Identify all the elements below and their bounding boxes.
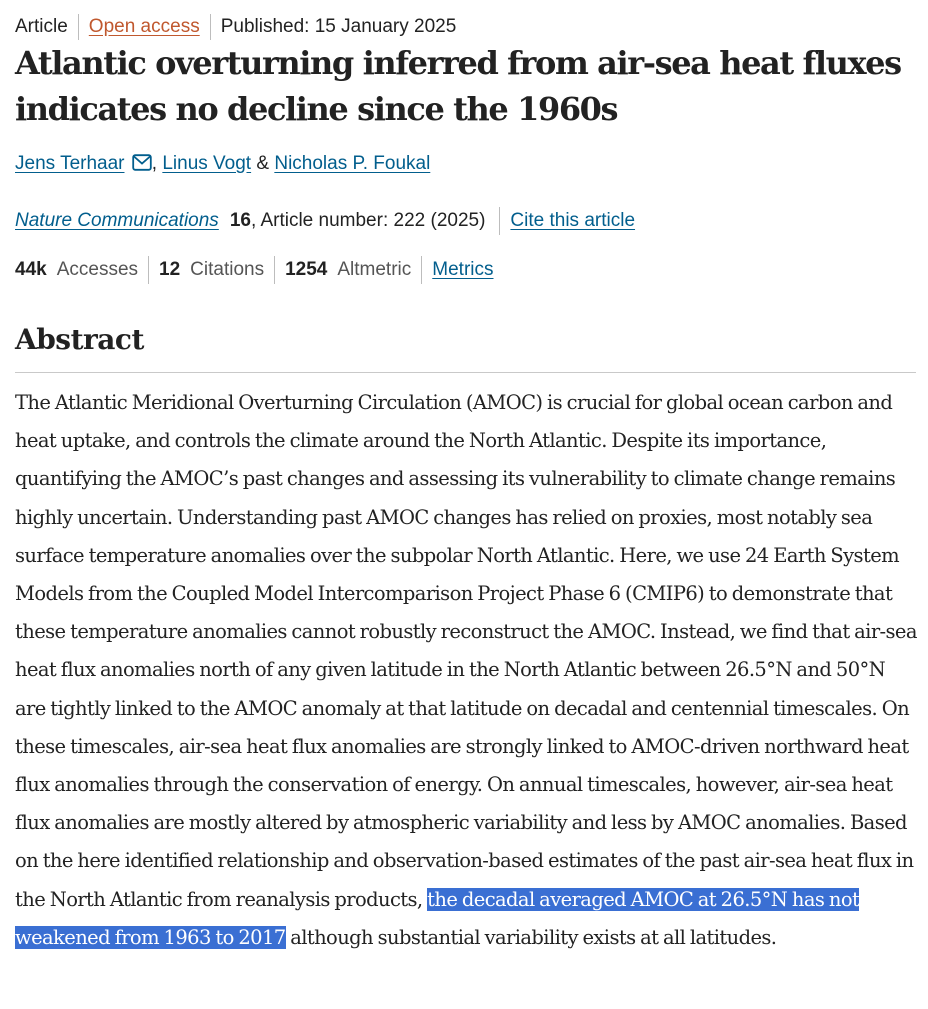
article-meta [15,14,456,40]
section-divider [15,372,916,373]
metrics-divider [148,256,149,284]
altmetric-label: Altmetric [337,259,412,280]
abstract-body: The Atlantic Meridional Overturning Circulation (AMOC) is crucial for global ocean carbon and heat uptake, and controls the climate around the North Atlantic. Despite its importance, quantifying the AMOC’s past changes and assessing its vulnerability to climate change remains highly uncertain. Understanding past AMOC changes has relied on proxies, most notably sea surface temperature anomalies over the subpolar North Atlantic. Here, we use 24 Earth System Models from the Coupled Model Intercomparison Project Phase 6 (CMIP6) to demonstrate that these temperature anomalies cannot robustly reconstruct the AMOC. Instead, we find that air-sea heat flux anomalies north of any given latitude in the North Atlantic between 26.5°N and 50°N are tightly linked to the AMOC anomaly at that latitude on decadal and centennial timescales. On these timescales, air-sea heat flux anomalies are strongly linked to AMOC-driven northward heat flux anomalies through the conservation of energy. On annual timescales, however, air-sea heat flux anomalies are mostly altered by atmospheric variability and less by AMOC anomalies. Based on the here identified relationship and observation-based estimates of the past air-sea heat flux in the North Atlantic from reanalysis products, [15,391,917,911]
abstract-text [15,384,920,957]
accesses-label: Accesses [56,259,139,280]
author-separator: , [151,153,158,174]
altmetric-score: 1254 [285,259,328,280]
author-ampersand: & [256,153,270,174]
article-type: Article [15,16,68,37]
author-list [15,153,430,177]
journal-info [15,207,635,235]
selected-text-highlight[interactable]: the decadal averaged AMOC at 26.5°N has not weakened from 1963 to 2017 [15,887,860,949]
open-access-link[interactable]: Open access [88,16,200,37]
email-icon[interactable] [132,154,152,177]
article-metrics [15,256,494,284]
author-link-vogt[interactable]: Linus Vogt [162,153,252,174]
meta-divider [78,14,79,40]
published-date: Published: 15 January 2025 [220,16,457,37]
citations-count: 12 [159,259,181,280]
accesses-count: 44k [15,259,47,280]
cite-article-link[interactable]: Cite this article [510,210,636,231]
metrics-divider [421,256,422,284]
metrics-divider [274,256,275,284]
abstract-ending: although substantial variability exists at all latitudes. [285,925,777,949]
article-title: Atlantic overturning inferred from air-sea heat fluxes indicates no decline since the 1960s [15,44,901,128]
abstract-heading: Abstract [15,323,144,356]
journal-volume: 16 [229,210,251,231]
author-link-terhaar[interactable]: Jens Terhaar [15,153,125,174]
author-link-foukal[interactable]: Nicholas P. Foukal [274,153,431,174]
journal-divider [499,207,500,235]
article-number: , Article number: 222 (2025) [250,210,486,231]
journal-link[interactable]: Nature Communications [15,210,219,231]
envelope-svg [132,154,152,171]
citations-label: Citations [190,259,265,280]
meta-divider [210,14,211,40]
metrics-link[interactable]: Metrics [432,259,494,280]
